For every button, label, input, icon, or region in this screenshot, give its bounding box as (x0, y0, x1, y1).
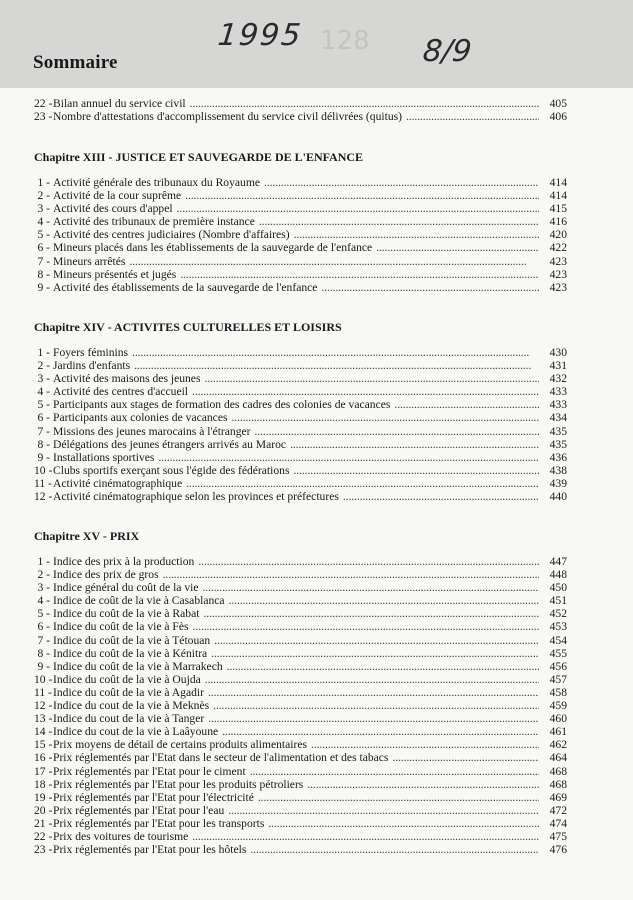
entry-number: 9 - (37, 280, 50, 294)
toc-entry (34, 202, 567, 215)
entry-page: 450 (549, 581, 567, 595)
leader-dots (129, 255, 539, 268)
leader-dots (406, 110, 539, 123)
entry-label: Clubs sportifs exerçant sous l'égide des fédérations (53, 463, 290, 477)
entry-label: Mineurs présentés et jugés (53, 267, 177, 281)
entry-label: Activité cinématographique (53, 476, 183, 490)
entry-label: Indice du coût de la vie à Kénitra (53, 646, 208, 660)
toc-entry (34, 660, 567, 673)
leader-dots (228, 804, 539, 817)
entry-number: 23 - (34, 110, 53, 124)
entry-number: 3 - (37, 581, 50, 595)
entry-page: 448 (549, 568, 567, 582)
leader-dots (192, 830, 539, 843)
leader-dots (255, 425, 539, 438)
header-band (0, 0, 633, 88)
entry-number: 9 - (37, 659, 50, 673)
entry-label: Nombre d'attestations d'accomplissement du service civil délivrées (quitus) (53, 110, 402, 124)
toc-entry (34, 176, 567, 189)
entry-page: 458 (549, 685, 567, 699)
entry-number: 14 - (34, 725, 53, 739)
entry-number: 21 - (34, 816, 53, 830)
entry-page: 456 (549, 659, 567, 673)
entry-number: 6 - (37, 620, 50, 634)
entry-number: 12 - (34, 699, 53, 713)
leader-dots (293, 464, 539, 477)
leader-dots (264, 176, 539, 189)
entry-label: Activité générale des tribunaux du Royaume (53, 176, 261, 189)
entry-number: 4 - (37, 385, 50, 399)
entry-number: 23 - (34, 843, 53, 857)
entry-label: Délégations des jeunes étrangers arrivés au Maroc (53, 437, 287, 451)
entry-page: 460 (549, 712, 567, 726)
entry-number: 2 - (37, 359, 50, 373)
entry-number: 10 - (34, 463, 53, 477)
leader-dots (392, 751, 539, 764)
entry-number: 11 - (34, 685, 52, 699)
entry-label: Installations sportives (53, 450, 155, 464)
toc-entry (34, 738, 567, 751)
toc-entry (34, 425, 567, 438)
entry-number: 8 - (37, 267, 50, 281)
leader-dots (132, 346, 539, 359)
entry-page: 436 (549, 450, 567, 464)
toc-entry (34, 555, 567, 568)
entry-page: 464 (549, 751, 567, 765)
leader-dots (163, 568, 539, 581)
entry-label: Prix moyens de détail de certains produits alimentaires (53, 738, 308, 752)
leader-dots (250, 843, 539, 856)
toc-entry (34, 751, 567, 764)
entry-number: 8 - (37, 646, 50, 660)
entry-page: 469 (549, 790, 567, 804)
entry-page: 416 (549, 215, 567, 229)
handwritten-year: 1995 (216, 18, 305, 53)
leader-dots (250, 765, 539, 778)
chapter-title: Chapitre XIV - ACTIVITES CULTURELLES ET LOISIRS (34, 320, 342, 334)
entry-page: 405 (549, 97, 567, 110)
entry-number: 8 - (37, 437, 50, 451)
leader-dots (258, 791, 539, 804)
entry-number: 4 - (37, 215, 50, 229)
leader-dots (158, 451, 539, 464)
toc-entry (34, 241, 567, 254)
leader-dots (321, 281, 539, 294)
entry-label: Missions des jeunes marocains à l'étranger (53, 424, 251, 438)
entry-label: Activité des centres d'accueil (53, 385, 189, 399)
entry-label: Prix réglementés par l'Etat pour les produits pétroliers (53, 777, 304, 791)
entry-label: Indice du coût de la vie à Oujda (53, 672, 201, 686)
entry-number: 5 - (37, 607, 50, 621)
entry-label: Indice du cout de la vie à Tanger (53, 712, 205, 726)
entry-page: 472 (549, 803, 567, 817)
toc-entry (34, 189, 567, 202)
entry-label: Prix réglementés par l'Etat pour l'eau (53, 803, 225, 817)
toc-entry (34, 215, 567, 228)
section-top (34, 97, 567, 123)
entry-page: 474 (549, 816, 567, 830)
entry-label: Indice des prix à la production (53, 555, 195, 568)
entry-list (34, 346, 567, 503)
leader-dots (229, 594, 539, 607)
entry-number: 18 - (34, 777, 53, 791)
entry-page: 451 (549, 594, 567, 608)
toc-entry (34, 778, 567, 791)
entry-number: 1 - (37, 346, 50, 359)
entry-label: Prix réglementés par l'Etat pour l'électricité (53, 790, 254, 804)
entry-number: 5 - (37, 398, 50, 412)
entry-page: 432 (549, 372, 567, 386)
toc-entry (34, 817, 567, 830)
chapter-14 (34, 320, 567, 503)
entry-number: 11 - (34, 476, 52, 490)
entry-page: 423 (549, 254, 567, 268)
entry-number: 7 - (37, 424, 50, 438)
entry-number: 15 - (34, 738, 53, 752)
entry-list (34, 97, 567, 123)
leader-dots (204, 372, 539, 385)
entry-label: Indice du coût de la vie à Fès (53, 620, 189, 634)
entry-page: 430 (549, 346, 567, 359)
toc-entry (34, 686, 567, 699)
toc-entry (34, 804, 567, 817)
entry-number: 7 - (37, 633, 50, 647)
entry-page: 435 (549, 437, 567, 451)
toc-entry (34, 830, 567, 843)
entry-page: 415 (549, 202, 567, 216)
entry-page: 447 (549, 555, 567, 568)
leader-dots (227, 660, 539, 673)
toc-entry (34, 385, 567, 398)
leader-dots (259, 215, 539, 228)
leader-dots (376, 241, 539, 254)
toc-entry (34, 791, 567, 804)
entry-label: Indice des prix de gros (53, 568, 159, 582)
leader-dots (311, 738, 539, 751)
entry-number: 16 - (34, 751, 53, 765)
leader-dots (208, 686, 539, 699)
leader-dots (193, 620, 539, 633)
toc-entry (34, 673, 567, 686)
leader-dots (213, 699, 539, 712)
entry-label: Mineurs placés dans les établissements de la sauvegarde de l'enfance (53, 241, 373, 255)
toc-entry (34, 359, 567, 372)
toc-entry (34, 268, 567, 281)
toc-entry (34, 110, 567, 123)
entry-page: 475 (549, 829, 567, 843)
entry-page: 454 (549, 633, 567, 647)
toc-entry (34, 97, 567, 110)
toc-entry (34, 594, 567, 607)
toc-entry (34, 228, 567, 241)
toc-entry (34, 372, 567, 385)
entry-label: Participants aux stages de formation des cadres des colonies de vacances (53, 398, 391, 412)
faded-stamp: 128 (320, 26, 370, 56)
leader-dots (211, 647, 539, 660)
entry-page: 434 (549, 411, 567, 425)
entry-page: 457 (549, 672, 567, 686)
entry-number: 2 - (37, 568, 50, 582)
entry-number: 22 - (34, 97, 53, 110)
leader-dots (205, 673, 539, 686)
entry-number: 13 - (34, 712, 53, 726)
entry-number: 6 - (37, 241, 50, 255)
entry-label: Jardins d'enfants (53, 359, 131, 373)
leader-dots (307, 778, 539, 791)
leader-dots (198, 555, 539, 568)
entry-page: 420 (549, 228, 567, 242)
entry-label: Indice du cout de la vie à Laâyoune (53, 725, 219, 739)
entry-number: 7 - (37, 254, 50, 268)
toc-entry (34, 346, 567, 359)
entry-page: 433 (549, 398, 567, 412)
entry-label: Indice général du coût de la vie (53, 581, 199, 595)
entry-label: Activité des établissements de la sauvegarde de l'enfance (53, 280, 318, 294)
entry-page: 453 (549, 620, 567, 634)
leader-dots (177, 202, 539, 215)
handwritten-fraction: 8/9 (421, 34, 474, 69)
entry-label: Indice de coût de la vie à Casablanca (53, 594, 225, 608)
entry-page: 435 (549, 424, 567, 438)
entry-label: Activité des centres judiciaires (Nombre d'affaires) (53, 228, 290, 242)
entry-label: Indice du coût de la vie à Tétouan (53, 633, 211, 647)
leader-dots (231, 411, 539, 424)
toc-entry (34, 464, 567, 477)
entry-label: Activité de la cour suprême (53, 189, 182, 203)
entry-page: 476 (549, 843, 567, 857)
entry-number: 6 - (37, 411, 50, 425)
entry-label: Indice du coût de la vie à Rabat (53, 607, 200, 621)
entry-number: 20 - (34, 803, 53, 817)
leader-dots (290, 438, 539, 451)
entry-number: 22 - (34, 829, 53, 843)
leader-dots (343, 490, 539, 503)
toc-entry (34, 581, 567, 594)
leader-dots (180, 268, 539, 281)
entry-page: 433 (549, 385, 567, 399)
leader-dots (208, 712, 539, 725)
entry-label: Prix réglementés par l'Etat pour les hôtels (53, 843, 247, 857)
toc-entry (34, 647, 567, 660)
leader-dots (192, 385, 539, 398)
leader-dots (214, 634, 539, 647)
leader-dots (186, 477, 539, 490)
leader-dots (203, 581, 540, 594)
entry-list (34, 176, 567, 294)
entry-label: Activité des tribunaux de première instance (53, 215, 255, 229)
entry-label: Prix des voitures de tourisme (53, 829, 189, 843)
entry-number: 3 - (37, 202, 50, 216)
entry-label: Activité cinématographique selon les provinces et préfectures (53, 490, 339, 504)
entry-list (34, 555, 567, 856)
entry-page: 440 (549, 490, 567, 504)
toc-entry (34, 725, 567, 738)
entry-page: 414 (549, 176, 567, 189)
entry-label: Activité des maisons des jeunes (53, 372, 201, 386)
entry-number: 17 - (34, 764, 53, 778)
entry-page: 423 (549, 267, 567, 281)
entry-label: Activité des cours d'appel (53, 202, 173, 216)
page-title: Sommaire (33, 52, 118, 73)
entry-label: Indice du coût de la vie à Agadir (53, 685, 204, 699)
entry-page: 462 (549, 738, 567, 752)
leader-dots (185, 189, 539, 202)
entry-page: 414 (549, 189, 567, 203)
entry-label: Prix réglementés par l'Etat pour le ciment (53, 764, 246, 778)
toc-entry (34, 490, 567, 503)
entry-number: 4 - (37, 594, 50, 608)
toc-entry (34, 843, 567, 856)
entry-label: Prix réglementés par l'Etat dans le secteur de l'alimentation et des tabacs (53, 751, 389, 765)
entry-page: 455 (549, 646, 567, 660)
toc-entry (34, 451, 567, 464)
toc-entry (34, 411, 567, 424)
leader-dots (203, 607, 539, 620)
chapter-15 (34, 529, 567, 856)
leader-dots (134, 359, 539, 372)
chapter-13 (34, 150, 567, 294)
entry-page: 422 (549, 241, 567, 255)
entry-label: Foyers féminins (53, 346, 129, 359)
toc-entry (34, 477, 567, 490)
entry-number: 9 - (37, 450, 50, 464)
toc-entry (34, 712, 567, 725)
toc-entry (34, 620, 567, 633)
entry-number: 1 - (37, 555, 50, 568)
leader-dots (394, 398, 539, 411)
toc-entry (34, 438, 567, 451)
toc-entry (34, 634, 567, 647)
entry-page: 452 (549, 607, 567, 621)
entry-label: Participants aux colonies de vacances (53, 411, 228, 425)
toc-entry (34, 255, 567, 268)
entry-number: 12 - (34, 490, 53, 504)
entry-label: Indice du coût de la vie à Marrakech (53, 659, 223, 673)
entry-number: 1 - (37, 176, 50, 189)
entry-label: Indice du cout de la vie à Meknès (53, 699, 210, 713)
leader-dots (190, 97, 539, 110)
entry-number: 2 - (37, 189, 50, 203)
entry-page: 461 (549, 725, 567, 739)
toc-entry (34, 281, 567, 294)
toc-entry (34, 607, 567, 620)
entry-page: 468 (549, 777, 567, 791)
chapter-title: Chapitre XV - PRIX (34, 529, 140, 543)
toc-entry (34, 398, 567, 411)
leader-dots (222, 725, 539, 738)
entry-page: 423 (549, 280, 567, 294)
entry-page: 439 (549, 476, 567, 490)
toc-entry (34, 765, 567, 778)
leader-dots (268, 817, 539, 830)
entry-page: 459 (549, 699, 567, 713)
entry-number: 19 - (34, 790, 53, 804)
toc-entry (34, 568, 567, 581)
leader-dots (294, 228, 539, 241)
entry-label: Mineurs arrêtés (53, 254, 126, 268)
entry-label: Bilan annuel du service civil (53, 97, 186, 110)
entry-page: 468 (549, 764, 567, 778)
entry-page: 406 (549, 110, 567, 124)
toc-entry (34, 699, 567, 712)
entry-number: 10 - (34, 672, 53, 686)
entry-number: 3 - (37, 372, 50, 386)
chapter-title: Chapitre XIII - JUSTICE ET SAUVEGARDE DE L'ENFANCE (34, 150, 364, 164)
entry-page: 438 (549, 463, 567, 477)
entry-label: Prix réglementés par l'Etat pour les transports (53, 816, 265, 830)
entry-page: 431 (549, 359, 567, 373)
entry-number: 5 - (37, 228, 50, 242)
